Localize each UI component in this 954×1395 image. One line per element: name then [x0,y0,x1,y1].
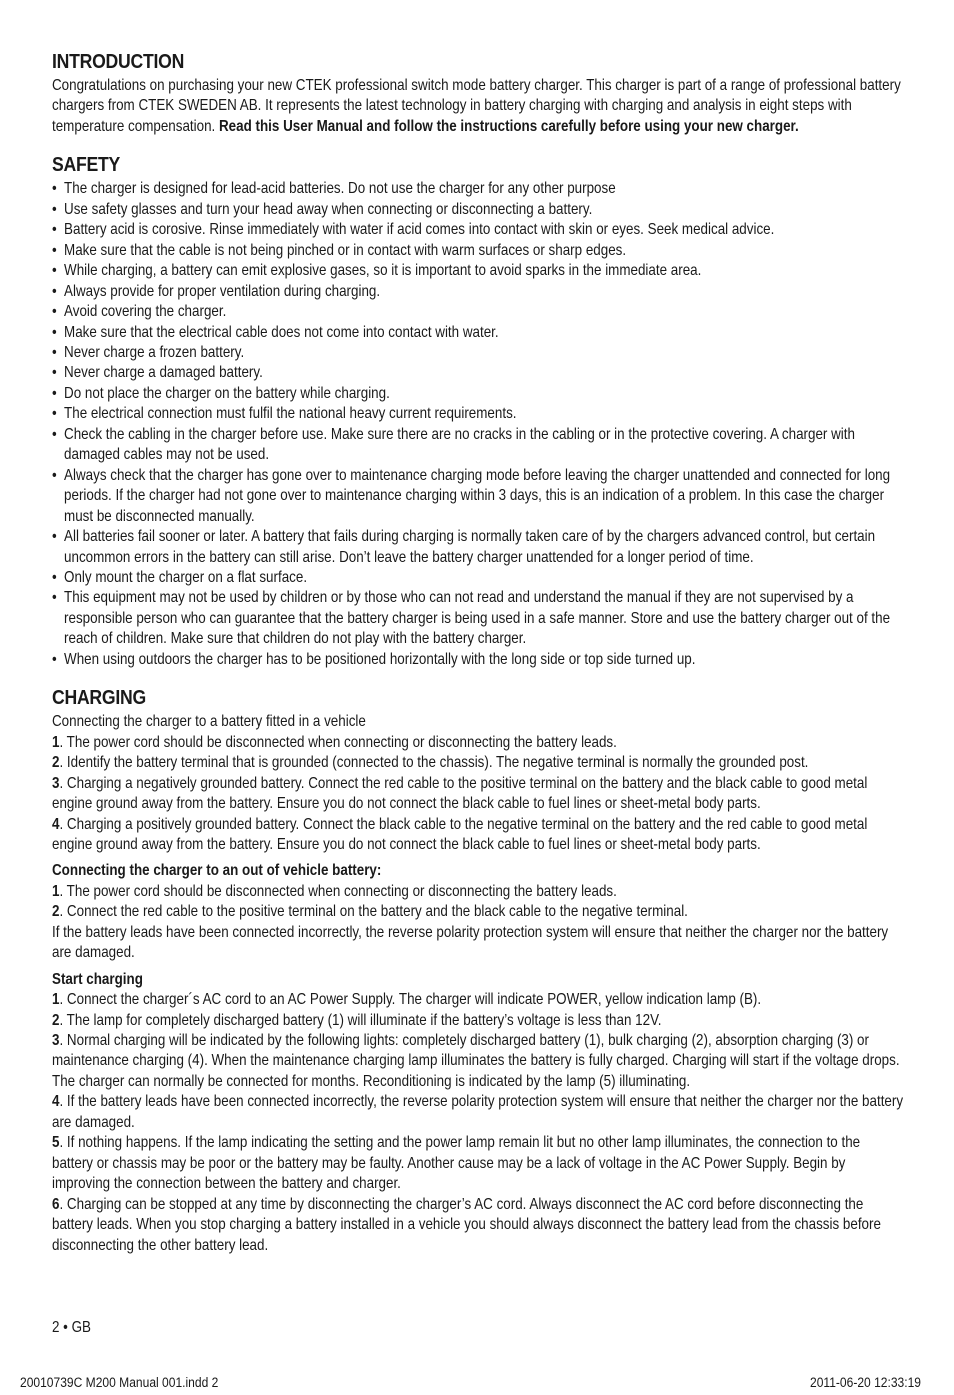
safety-item: • Battery acid is corosive. Rinse immediately with water if acid comes into contact with skin or eyes. Seek medical advice. [52,220,904,240]
step-number: 6 [52,1195,60,1213]
step-text: . The power cord should be disconnected when connecting or disconnecting the battery leads. [59,882,617,900]
safety-item: • Never charge a frozen battery. [52,343,904,363]
out-step [52,902,904,922]
vehicle-intro: Connecting the charger to a battery fitted in a vehicle [52,713,366,731]
safety-item: • Never charge a damaged battery. [52,363,904,383]
start-step [52,1195,904,1256]
safety-item: • Avoid covering the charger. [52,302,904,322]
introduction-heading: INTRODUCTION [52,50,185,73]
charging-heading: CHARGING [52,686,146,710]
start-charging-heading [52,970,904,990]
start-step [52,1011,904,1031]
step-text: . Identify the battery terminal that is grounded (connected to the chassis). The negative terminal is normally the grounded post. [59,754,809,772]
step-number: 1 [52,991,60,1009]
step-text: . Charging can be stopped at any time by disconnecting the charger’s AC cord. Always disconnect the AC cord before disconnecting the battery leads. When you stop charging a battery installed in a vehicle you should always disconnect the battery lead from the chassis before disconnecting the other battery lead. [52,1195,881,1254]
step-text: . Connect the charger´s AC cord to an AC Power Supply. The charger will indicate POWER, yellow indication lamp (B). [59,991,762,1009]
step-text: . If nothing happens. If the lamp indicating the setting and the power lamp remain lit but no other lamp illuminates, the connection to the battery or chassis may be poor or the battery may be faulty. Another cause may be a lack of voltage in the AC Power Supply. Begin by improving the connection between the battery and charger. [52,1134,861,1193]
page-content [52,50,904,1272]
step-number: 3 [52,774,60,792]
vehicle-step [52,815,904,856]
vehicle-step [52,753,904,773]
timestamp-slug: 2011-06-20 12:33:19 [810,1375,922,1390]
start-step [52,1092,904,1133]
safety-item: • All batteries fail sooner or later. A battery that fails during charging is normally taken care of by the chargers advanced control, but certain uncommon errors in the battery can still arise. Don’t leave the battery charger unattended for a longer period of time. [52,527,904,568]
step-number: 2 [52,754,60,772]
out-step [52,882,904,902]
safety-item: • Use safety glasses and turn your head away when connecting or disconnecting a battery. [52,200,904,220]
safety-list [52,179,904,670]
step-number: 3 [52,1032,60,1050]
out-of-vehicle-heading [52,861,904,881]
safety-item: • Always provide for proper ventilation during charging. [52,282,904,302]
step-text: . Connect the red cable to the positive terminal on the battery and the black cable to the negative terminal. [59,903,688,921]
step-text: . Charging a positively grounded battery. Connect the black cable to the negative terminal on the battery and the red cable to good metal engine ground away from the battery. Ensure you do not connect the black cable to fuel lines or sheet-metal body parts. [52,815,868,853]
out-note: If the battery leads have been connected incorrectly, the reverse polarity protection system will ensure that neither the charger nor the battery are damaged. [52,923,889,962]
safety-section [52,153,904,670]
file-slug: 20010739C M200 Manual 001.indd 2 [20,1375,219,1390]
safety-item: • This equipment may not be used by children or by those who can not read and understand the manual if they are not supervised by a responsible person who can guarantee that the battery charger is being used in a safe manner. Store and use the battery charger out of the reach of children. Make sure that children do not play with the battery charger. [52,588,904,649]
step-text: . Normal charging will be indicated by the following lights: completely discharged battery (1), bulk charging (2), absorption charging (3) or maintenance charging (4). When the maintenance charging lamp illuminates the battery is fully charged. Charging will start if the voltage drops. The charger can normally be connected for months. Reconditioning is indicated by the lamp (5) illuminating. [52,1032,900,1090]
safety-item: • The charger is designed for lead-acid batteries. Do not use the charger for any other purpose [52,179,904,199]
step-number: 2 [52,903,60,921]
charging-body [52,712,904,1256]
step-number: 1 [52,882,60,900]
safety-item: • While charging, a battery can emit explosive gases, so it is important to avoid sparks in the immediate area. [52,261,904,281]
safety-heading: SAFETY [52,153,121,177]
safety-item: • When using outdoors the charger has to be positioned horizontally with the long side or top side turned up. [52,650,904,670]
vehicle-step [52,774,904,815]
step-number: 4 [52,815,60,833]
step-text: . The power cord should be disconnected when connecting or disconnecting the battery leads. [59,733,617,751]
safety-item: • The electrical connection must fulfil the national heavy current requirements. [52,404,904,424]
start-heading-text: Start charging [52,970,143,988]
safety-item: • Check the cabling in the charger before use. Make sure there are no cracks in the cabling or in the protective covering. A charger with damaged cables may not be used. [52,425,904,466]
charging-section [52,686,904,1256]
start-step [52,1133,904,1194]
step-text: . Charging a negatively grounded battery. Connect the red cable to the positive terminal on the battery and the black cable to good metal engine ground away from the battery. Ensure you do not connect the black cable to fuel lines or sheet-metal body parts. [52,774,868,813]
introduction-text [52,76,904,137]
step-number: 5 [52,1134,60,1152]
step-text: . If the battery leads have been connected incorrectly, the reverse polarity protection system will ensure that neither the charger nor the battery are damaged. [52,1093,904,1131]
safety-item: • Make sure that the electrical cable does not come into contact with water. [52,323,904,343]
safety-item: • Only mount the charger on a flat surface. [52,568,904,588]
step-number: 4 [52,1093,60,1111]
safety-item: • Do not place the charger on the battery while charging. [52,384,904,404]
page-number: 2 • GB [52,1319,91,1336]
safety-item: • Always check that the charger has gone over to maintenance charging mode before leaving the charger unattended and connected for long periods. If the charger had not gone over to maintenance charging within 3 days, this is an indication of a problem. In this case the charger must be disconnected manually. [52,466,904,527]
introduction-section [52,50,904,137]
safety-item: • Make sure that the cable is not being pinched or in contact with warm surfaces or sharp edges. [52,241,904,261]
step-number: 2 [52,1011,60,1029]
start-step [52,990,904,1010]
introduction-body: Congratulations on purchasing your new CTEK professional switch mode battery charger. This charger is part of a range of professional battery chargers from CTEK SWEDEN AB. It represents the latest technology in battery charging with charging and analysis in eight steps with temperature compensation. [52,77,901,135]
step-text: . The lamp for completely discharged battery (1) will illuminate if the battery’s voltage is less than 12V. [59,1011,662,1029]
start-step [52,1031,904,1092]
vehicle-step [52,733,904,753]
step-number: 1 [52,733,60,751]
out-heading-text: Connecting the charger to an out of vehicle battery: [52,862,382,880]
introduction-bold: Read this User Manual and follow the instructions carefully before using your new charger. [218,117,799,135]
